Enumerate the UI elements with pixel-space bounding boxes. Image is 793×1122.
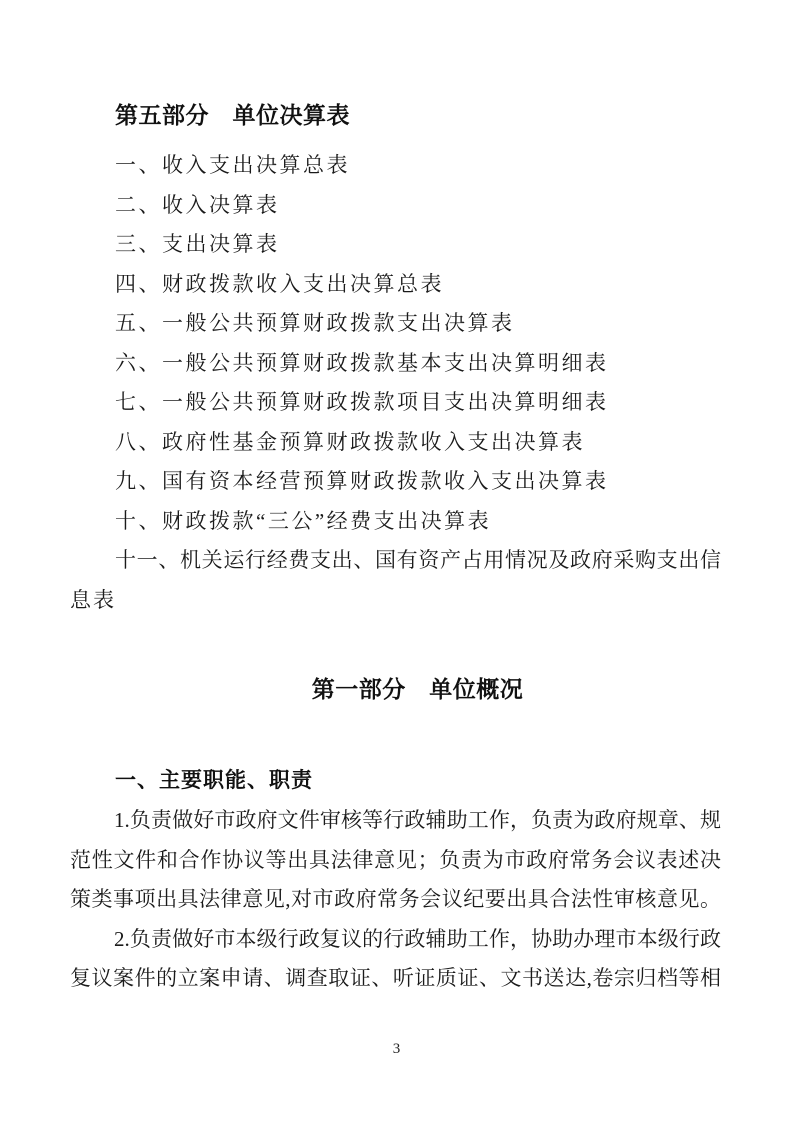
paragraph-2-line-1: 2.负责做好市本级行政复议的行政辅助工作，协助办理市本级行政 <box>114 926 721 951</box>
toc-item-7: 七、一般公共预算财政拨款项目支出决算明细表 <box>115 390 609 414</box>
toc-item-6: 六、一般公共预算财政拨款基本支出决算明细表 <box>115 350 609 375</box>
paragraph-2-line-2: 复议案件的立案申请、调查取证、听证质证、文书送达,卷宗归档等相 <box>70 966 721 990</box>
paragraph-1-line-2: 范性文件和合作协议等出具法律意见；负责为市政府常务会议表述决 <box>70 847 721 872</box>
toc-item-5: 五、一般公共预算财政拨款支出决算表 <box>115 311 515 335</box>
toc-item-9: 九、国有资本经营预算财政拨款收入支出决算表 <box>115 469 609 493</box>
toc-item-3: 三、支出决算表 <box>115 232 280 256</box>
toc-item-1: 一、收入支出决算总表 <box>115 153 350 177</box>
part5-section-title: 第五部分 单位决算表 <box>115 103 350 128</box>
toc-item-2: 二、收入决算表 <box>115 192 280 217</box>
page-number: 3 <box>392 1041 401 1057</box>
toc-item-11-line-1: 十一、机关运行经费支出、国有资产占用情况及政府采购支出信 <box>115 548 721 572</box>
decision-tables-toc <box>70 146 721 620</box>
part1-section-title: 第一部分 单位概况 <box>311 677 524 702</box>
toc-item-8: 八、政府性基金预算财政拨款收入支出决算表 <box>115 429 585 454</box>
paragraph-1-line-3: 策类事项出具法律意见,对市政府常务会议纪要出具合法性审核意见。 <box>70 887 721 911</box>
duties-heading: 一、主要职能、职责 <box>115 769 313 792</box>
paragraph-1-line-1: 1.负责做好市政府文件审核等行政辅助工作，负责为政府规章、规 <box>114 808 721 832</box>
toc-item-11-line-2: 息表 <box>70 587 116 612</box>
duties-body <box>70 801 721 999</box>
toc-item-10: 十、财政拨款“三公”经费支出决算表 <box>115 508 492 533</box>
toc-item-4: 四、财政拨款收入支出决算总表 <box>115 271 444 296</box>
